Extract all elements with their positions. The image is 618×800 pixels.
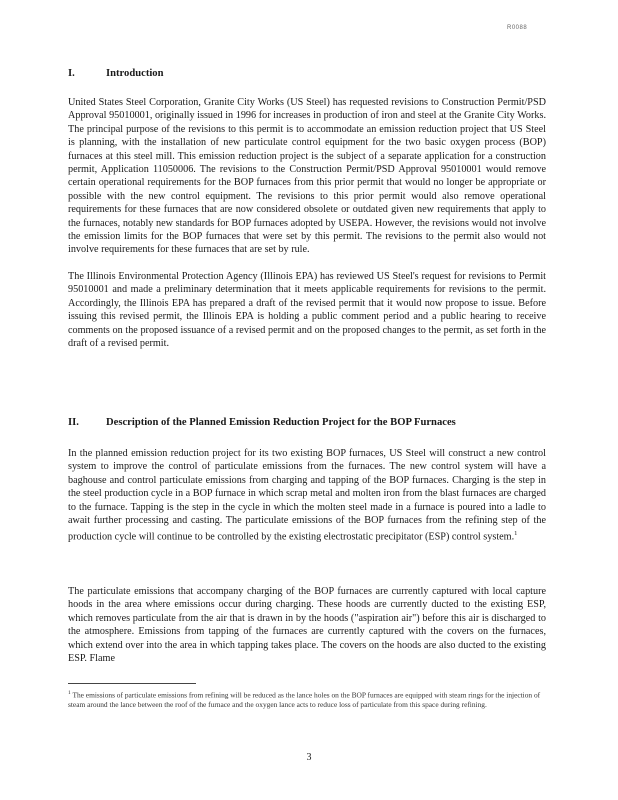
section-number: I.: [68, 68, 75, 79]
footnote-text: The emissions of particulate emissions from refining will be reduced as the lance holes on the BOP furnaces are equipped with steam rings for the injection of steam around the lance between the roof of the furnace and the oxygen lance acts to reduce loss of particulate from this space during refining.: [68, 690, 541, 710]
paragraph-project-1: [68, 447, 546, 544]
footnote-marker: 1: [68, 690, 71, 696]
paragraph-text: In the planned emission reduction project for its two existing BOP furnaces, US Steel will construct a new control system to improve the control of particulate emissions from the furnaces. The new control system will have a baghouse and control particulate emissions from charging and tapping of the BOP furnaces. Charging is the step in the steel production cycle in a BOP furnace in which scrap metal and molten iron from the blast furnaces are charged to the furnace. Tapping is the step in the cycle in which the molten steel made in a furnace is poured into a ladle to await further processing and casting. The particulate emissions of the BOP furnaces from the refining step of the production cycle will continue to be controlled by the existing electrostatic precipitator (ESP) control system.: [68, 448, 546, 543]
paragraph-intro-2: The Illinois Environmental Protection Agency (Illinois EPA) has reviewed US Steel's request for revisions to Permit 95010001 and made a preliminary determination that it meets applicable requirements for revisions to the permit. Accordingly, the Illinois EPA has prepared a draft of the revised permit that it would now propose to issue. Before issuing this revised permit, the Illinois EPA is holding a public comment period and a public hearing to receive comments on the proposed issuance of a revised permit and on the proposed changes to the permit, as set forth in the draft of a revised permit.: [68, 271, 546, 350]
page-number: 3: [306, 752, 312, 763]
footnote: [68, 688, 548, 710]
paragraph-intro-1: United States Steel Corporation, Granite City Works (US Steel) has requested revisions to Construction Permit/PSD Approval 95010001, originally issued in 1996 for increases in production of iron and steel at the Granite City Works. The principal purpose of the revisions to this permit is to accommodate an emission reduction project that US Steel is planning, with the installation of new particulate control equipment for the two basic oxygen process (BOP) furnaces at this steel mill. This emission reduction project is the subject of a separate application for a construction permit, Application 11050006. The revisions to the Construction Permit/PSD Approval 95010001 would remove certain operational requirements for the BOP furnaces from this prior permit that would no longer be appropriate or possible with the new control equipment. The revisions to this prior permit would also remove operational requirements for these furnaces that are now considered obsolete or outdated given new requirements that apply to the furnaces, notably new standards for BOP furnaces adopted by USEPA. However, the revisions would not involve the emission limits for the BOP furnaces that were set by this permit. The revisions to the permit also would not involve requirements for these furnaces that are set by rule.: [68, 97, 546, 256]
paragraph-project-2: The particulate emissions that accompany charging of the BOP furnaces are currently captured with local capture hoods in the area where emissions occur during charging. These hoods are currently ducted to the existing ESP, which removes particulate from the air that is drawn in by the hoods ("aspiration air") before this air is discharged to the atmosphere. Emissions from tapping of the furnaces are currently captured with the covers on the furnaces, which extend over into the area in which tapping takes place. The covers on the hoods are also ducted to the existing ESP. Flame: [68, 586, 546, 665]
footnote-reference: 1: [514, 530, 518, 538]
section-title: Introduction: [106, 68, 164, 79]
section-title: Description of the Planned Emission Reduction Project for the BOP Furnaces: [106, 417, 456, 428]
section-heading-project-description: [68, 417, 456, 428]
section-number: II.: [68, 417, 79, 428]
section-heading-introduction: [68, 68, 164, 79]
footnote-divider: [68, 683, 196, 684]
page-stamp: R0088: [507, 25, 528, 31]
